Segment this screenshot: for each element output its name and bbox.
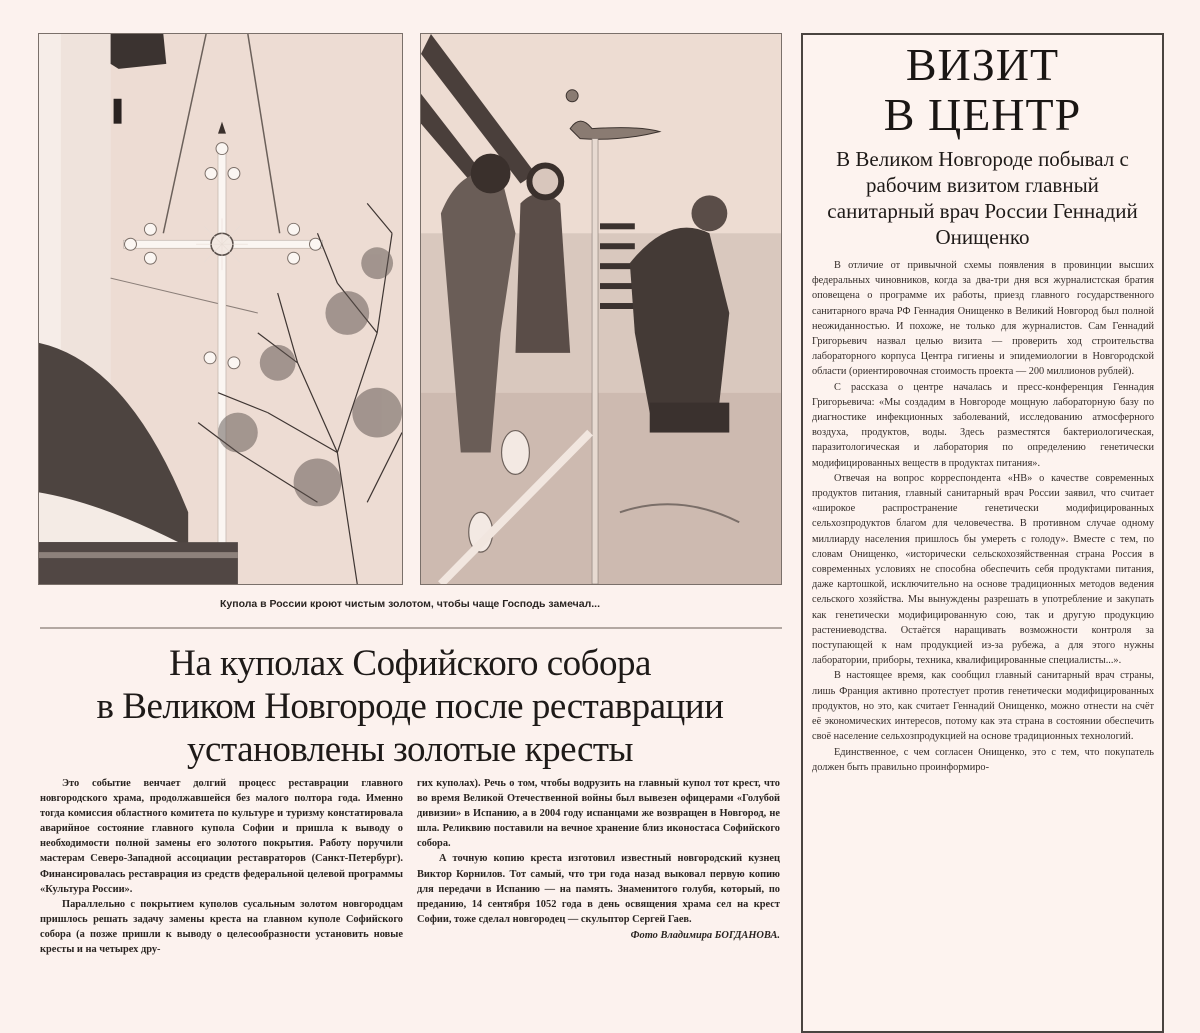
cross-on-crane-icon <box>39 34 402 584</box>
photo-caption: Купола в России кроют чистым золотом, чтобы чаще Господь замечал... <box>219 598 601 610</box>
paragraph: Параллельно с покрытием куполов сусальным золотом новгородцам пришлось решать задачу замены креста на главном куполе Софийского собора (а позже пришли к выводу о целесообразности установить новые кресты и на четырех дру- <box>40 898 403 956</box>
paragraph: А точную копию креста изготовил известный новгородский кузнец Виктор Корнилов. Тот самый, что три года назад выковал первую копию для передачи в Испанию — на память. Знаменитого голубя, который, по преданию, 14 сентября 1052 года в день освящения храма сел на крест Софии, тоже сделал новгородец — скульптор Сергей Гаев. <box>417 853 780 925</box>
title-line: ВИЗИТ <box>905 39 1060 90</box>
title-line: В ЦЕНТР <box>883 89 1082 140</box>
photo-people-with-cross <box>420 33 782 585</box>
paragraph: Отвечая на вопрос корреспондента «НВ» о качестве современных продуктов питания, главный санитарный врач России заявил, что считает «широкое распространение генетически модифицированных сельхозпродуктов благом для человечества. В противном случае одному миллиарду населения пришлось бы умереть с голоду». Вместе с тем, по словам Онищенко, «исторически сельскохозяйственная страна Россия в современных условиях не способна обеспечить себя продуктами питания, даже картошкой, исключительно на основе традиционных методов ведения сельского хозяйства. Мы вынуждены разрешать в употребление и закупать как генетически модифицированную сою, так и другую продукцию растениеводства. Остаётся наращивать возможности контроля за поступающей к нам продукцией из-за рубежа, а для этого нужны лаборатории, приборы, техника, квалифицированные специалисты...». <box>812 472 1154 667</box>
paragraph: Единственное, с чем согласен Онищенко, это с тем, что покупатель должен быть правильно проинформиро- <box>812 746 1154 773</box>
photo-cross-lifted <box>38 33 403 585</box>
sidebar-subtitle: В Великом Новгороде побывал с рабочим визитом главный санитарный врач России Геннадий Онищенко <box>827 147 1138 249</box>
paragraph: Это событие венчает долгий процесс реставрации главного новгородского храма, продолжавшейся без малого полтора года. Именно тогда комиссия областного комитета по культуре и туризму констатировала аварийное состояние главного купола Софии и пришла к выводу о необходимости полной замены его золотого покрытия. Работу поручили мастерам Северо-Западной ассоциации реставраторов (Санкт-Петербург). Финансировалась реставрация из средств федеральной целевой программы «Культура России». <box>40 778 403 895</box>
sidebar-article-box <box>801 33 1164 1033</box>
article-headline <box>38 642 782 771</box>
article-body <box>40 776 780 957</box>
paragraph: гих куполах). Речь о том, чтобы водрузить на главный купол тот крест, что во время Великой Отечественной войны был вывезен офицерами «Голубой дивизии» в Испанию, а в 2004 году испанцами же возвращен в Новгород, не шла. Реликвию поставили на вечное хранение близ иконостаса Софийского собора. <box>417 778 780 850</box>
people-with-dove-icon <box>421 34 781 584</box>
sidebar-title <box>803 40 1162 140</box>
article-column-2 <box>417 776 780 957</box>
headline-line: На куполах Софийского собора <box>169 643 651 684</box>
paragraph: В настоящее время, как сообщил главный санитарный врач страны, лишь Франция активно протестует против генетически модифицированных продуктов, но это, как считает Геннадий Онищенко, можно отнести на счёт её экономических интересов, потому как эта страна в состоянии обеспечить своё население сельхозпродукцией на основе традиционных технологий. <box>812 670 1154 743</box>
paragraph: В отличие от привычной схемы появления в провинции высших федеральных чиновников, когда за два-три дня вся журналистская братия оповещена о программе их работы, приезд главного государственного санитарного врача РФ Геннадия Онищенко в Великий Новгород был полной неожиданностью. И похоже, не только для журналистов. Сам Геннадий Григорьевич назвал целью визита — проверить ход строительства лабораторного корпуса Центра гигиены и эпидемиологии в Новгородской области (ориентировочная стоимость проекта — 200 миллионов рублей). <box>812 260 1154 378</box>
photo-credit: Фото Владимира БОГДАНОВА. <box>630 929 780 941</box>
sidebar-body <box>803 250 1162 775</box>
headline-line: в Великом Новгороде после реставрации <box>96 686 724 727</box>
divider <box>40 627 782 629</box>
paragraph: С рассказа о центре началась и пресс-конференция Геннадия Григорьевича: «Мы создадим в Новгороде мощную лабораторную базу по диагностике инфекционных заболеваний, исследованию атмосферного воздуха, продуктов, воды. Здесь разместятся бактериологическая, паразитологическая и лаборатория по определению генетически модифицированных веществ в продуктах питания». <box>812 381 1154 469</box>
article-column-1 <box>40 776 403 957</box>
headline-line: установлены золотые кресты <box>187 729 633 770</box>
